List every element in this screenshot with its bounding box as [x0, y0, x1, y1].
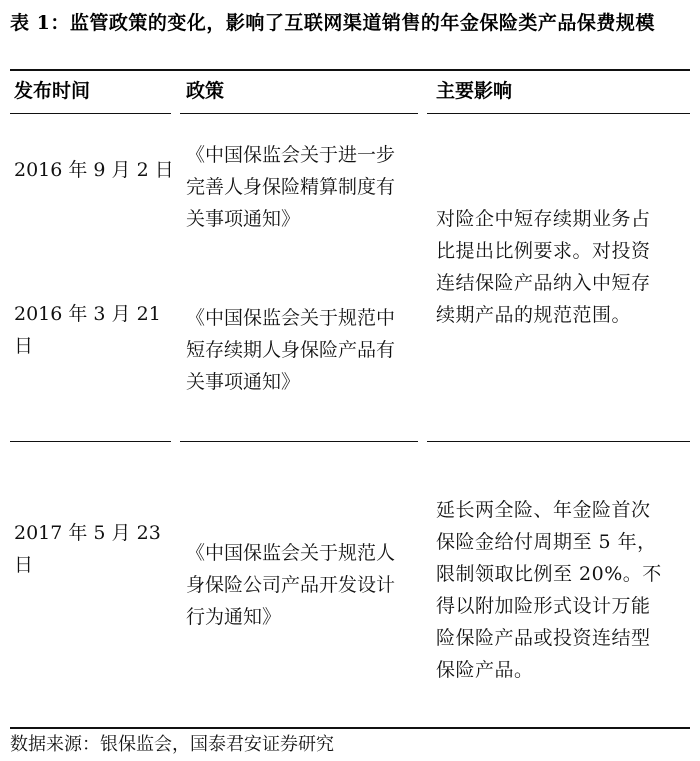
column-header-policy: 政策 [186, 80, 225, 102]
row-3-date: 2017 年 5 月 23 日 [14, 522, 161, 576]
table-header-rule [10, 113, 690, 114]
column-header-date: 发布时间 [14, 80, 91, 102]
table-top-rule [10, 69, 690, 71]
header-rule-gap [418, 111, 427, 115]
impact-cell-2: 延长两全险、年金险首次保险金给付周期至 5 年，限制领取比例至 20%。不得以附加险形式设计万能险保险产品或投资连结型保险产品。 [436, 499, 662, 681]
row-1-policy: 《中国保监会关于进一步完善人身保险精算制度有关事项通知》 [186, 144, 396, 230]
section-rule-gap [418, 439, 427, 443]
header-rule-gap [171, 111, 180, 115]
row-2-policy: 《中国保监会关于规范中短存续期人身保险产品有关事项通知》 [186, 307, 396, 393]
table-bottom-rule [10, 727, 690, 729]
impact-cell-1: 对险企中短存续期业务占比提出比例要求。对投资连结保险产品纳入中短存续期产品的规范范围。 [436, 208, 651, 326]
row-3-policy: 《中国保监会关于规范人身保险公司产品开发设计行为通知》 [186, 542, 396, 628]
table-section-rule [10, 441, 690, 442]
column-header-impact: 主要影响 [436, 80, 513, 102]
table-caption: 表 1：监管政策的变化，影响了互联网渠道销售的年金保险类产品保费规模 [10, 12, 655, 34]
data-source-note: 数据来源：银保监会，国泰君安证券研究 [10, 734, 334, 755]
row-1-date: 2016 年 9 月 2 日 [14, 159, 174, 181]
row-2-date: 2016 年 3 月 21 日 [14, 303, 161, 357]
section-rule-gap [171, 439, 180, 443]
